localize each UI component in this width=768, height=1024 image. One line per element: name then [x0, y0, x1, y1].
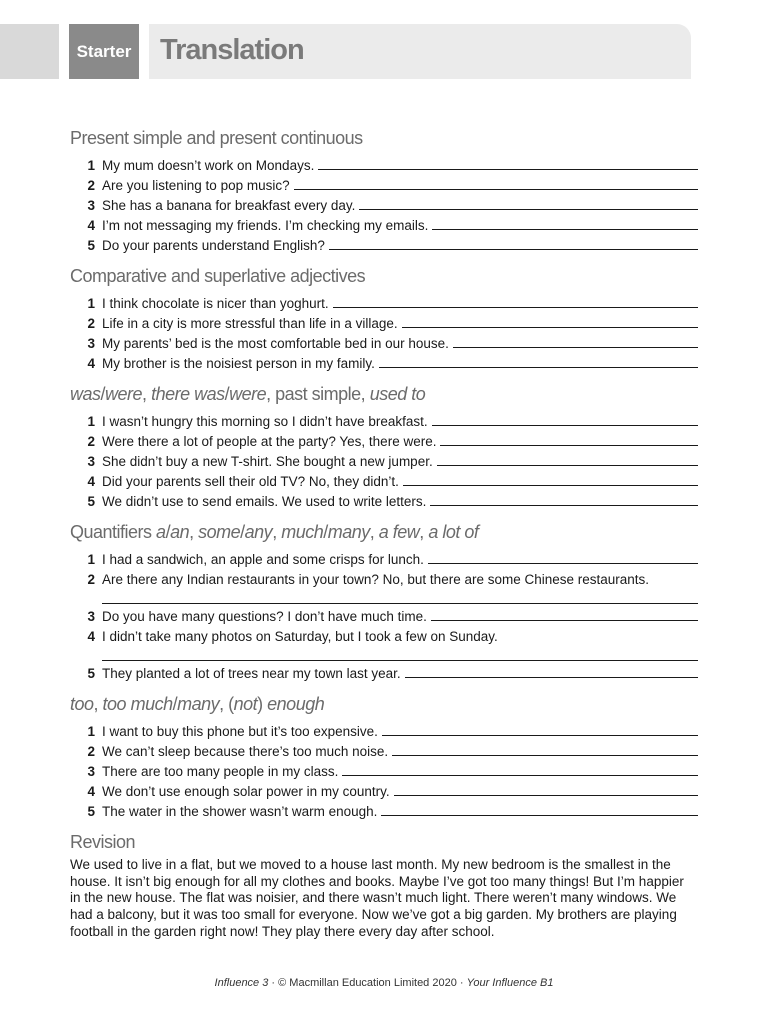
item-number: 1	[87, 724, 95, 739]
answer-line[interactable]	[394, 795, 698, 796]
exercise-item	[70, 449, 698, 469]
title-part: ,	[419, 522, 429, 542]
title-part: too	[70, 694, 94, 714]
answer-line[interactable]	[402, 327, 698, 328]
exercise-item	[70, 661, 698, 681]
answer-line[interactable]	[428, 563, 698, 564]
item-number: 3	[87, 336, 95, 351]
item-number: 5	[87, 238, 95, 253]
item-text: My brother is the noisiest person in my family.	[102, 356, 375, 371]
item-number: 2	[87, 744, 95, 759]
answer-line[interactable]	[382, 735, 698, 736]
answer-line[interactable]	[440, 445, 698, 446]
item-text: I didn’t take many photos on Saturday, but I took a few on Sunday.	[102, 629, 498, 644]
title-part: many	[327, 522, 370, 542]
item-text: My mum doesn’t work on Mondays.	[102, 158, 315, 173]
title-part: /	[100, 384, 106, 404]
answer-line[interactable]	[381, 815, 698, 816]
page-footer	[0, 977, 768, 989]
exercise-item	[70, 331, 698, 351]
title-part: much	[281, 522, 324, 542]
section-title: Comparative and superlative adjectives	[70, 266, 366, 286]
title-part: /	[172, 694, 178, 714]
item-number: 3	[87, 609, 95, 624]
exercise-item	[70, 799, 698, 819]
title-part: used to	[369, 384, 426, 404]
section-comparatives	[70, 264, 698, 371]
exercise-item	[70, 759, 698, 779]
section-title	[70, 692, 698, 716]
answer-line[interactable]	[318, 169, 698, 170]
item-number: 4	[87, 218, 95, 233]
answer-line[interactable]	[392, 755, 698, 756]
item-number: 2	[87, 316, 95, 331]
item-number: 1	[87, 414, 95, 429]
exercise-item	[70, 153, 698, 173]
exercise-item	[70, 233, 698, 253]
item-text: We don’t use enough solar power in my country.	[102, 784, 390, 799]
answer-line[interactable]	[437, 465, 698, 466]
item-number: 1	[87, 158, 95, 173]
section-present-simple	[70, 126, 698, 253]
item-text: She didn’t buy a new T-shirt. She bought a new jumper.	[102, 454, 433, 469]
item-text: They planted a lot of trees near my town last year.	[102, 666, 401, 681]
exercise-item	[70, 173, 698, 193]
answer-line[interactable]	[432, 425, 698, 426]
worksheet-content	[70, 126, 698, 952]
item-number: 3	[87, 764, 95, 779]
title-part: any	[244, 522, 273, 542]
title-part: was	[70, 384, 101, 404]
item-text: The water in the shower wasn’t warm enough.	[102, 804, 378, 819]
title-part: many	[177, 694, 220, 714]
item-number: 3	[87, 198, 95, 213]
title-part: there was	[151, 384, 225, 404]
title-part: enough	[267, 694, 325, 714]
exercise-item	[70, 311, 698, 331]
title-part: a few	[378, 522, 420, 542]
item-text: I’m not messaging my friends. I’m checking my emails.	[102, 218, 429, 233]
item-number: 3	[87, 454, 95, 469]
answer-line[interactable]	[342, 775, 698, 776]
title-part: not	[233, 694, 258, 714]
section-revision	[70, 830, 698, 941]
title-part: an	[170, 522, 190, 542]
title-part: )	[257, 694, 268, 714]
footer-copyright: · © Macmillan Education Limited 2020 ·	[268, 977, 467, 989]
exercise-item	[70, 193, 698, 213]
title-part: /	[165, 522, 171, 542]
starter-badge: Starter	[69, 24, 139, 79]
item-number: 4	[87, 629, 95, 644]
title-part: were	[229, 384, 267, 404]
item-text: We can’t sleep because there’s too much noise.	[102, 744, 389, 759]
answer-line[interactable]	[453, 347, 698, 348]
exercise-item	[70, 739, 698, 759]
item-text: She has a banana for breakfast every day.	[102, 198, 356, 213]
item-text: Were there a lot of people at the party? Yes, there were.	[102, 434, 437, 449]
exercise-item	[70, 429, 698, 449]
item-text: My parents’ bed is the most comfortable bed in our house.	[102, 336, 449, 351]
title-part: /	[240, 522, 245, 542]
answer-line[interactable]	[379, 367, 698, 368]
title-part: ,	[189, 522, 199, 542]
item-number: 4	[87, 474, 95, 489]
answer-line[interactable]	[432, 229, 698, 230]
title-part: ,	[93, 694, 103, 714]
page-title: Translation	[160, 34, 304, 66]
section-title: Present simple and present continuous	[70, 128, 363, 148]
item-text: We didn’t use to send emails. We used to write letters.	[102, 494, 427, 509]
exercise-item	[70, 567, 698, 587]
title-part: were	[105, 384, 143, 404]
section-title: Revision	[70, 832, 136, 852]
answer-line[interactable]	[333, 307, 698, 308]
exercise-item	[70, 291, 698, 311]
item-number: 2	[87, 572, 95, 587]
item-text: I want to buy this phone but it’s too expensive.	[102, 724, 378, 739]
answer-line[interactable]	[430, 505, 698, 506]
exercise-item	[70, 351, 698, 371]
exercise-item	[70, 547, 698, 567]
title-part: ,	[142, 384, 152, 404]
item-text: Are there any Indian restaurants in your town? No, but there are some Chinese restaurants.	[102, 572, 650, 587]
section-past-simple	[70, 382, 698, 509]
answer-line[interactable]	[102, 587, 698, 604]
title-part: some	[198, 522, 241, 542]
title-part: /	[323, 522, 328, 542]
title-part: , (	[219, 694, 234, 714]
header-bar	[149, 24, 691, 79]
exercise-item	[70, 489, 698, 509]
item-number: 1	[87, 296, 95, 311]
item-number: 5	[87, 804, 95, 819]
exercise-item	[70, 213, 698, 233]
item-number: 4	[87, 784, 95, 799]
exercise-item	[70, 469, 698, 489]
item-number: 5	[87, 666, 95, 681]
item-text: Life in a city is more stressful than life in a village.	[102, 316, 398, 331]
exercise-item	[70, 779, 698, 799]
item-text: There are too many people in my class.	[102, 764, 339, 779]
answer-line[interactable]	[403, 485, 698, 486]
header-side-block	[0, 24, 59, 79]
item-text: I think chocolate is nicer than yoghurt.	[102, 296, 329, 311]
item-text: Did your parents sell their old TV? No, they didn’t.	[102, 474, 399, 489]
item-number: 4	[87, 356, 95, 371]
answer-line[interactable]	[359, 209, 698, 210]
section-quantifiers	[70, 520, 698, 681]
footer-series-title: Your Influence B1	[466, 977, 554, 989]
item-number: 2	[87, 434, 95, 449]
title-part: a	[156, 522, 166, 542]
section-title	[70, 520, 698, 544]
title-part: , past simple,	[266, 384, 370, 404]
item-text: Are you listening to pop music?	[102, 178, 290, 193]
title-part: /	[224, 384, 230, 404]
footer-book-title: Influence 3	[214, 977, 269, 989]
exercise-item	[70, 719, 698, 739]
title-part: ,	[369, 522, 379, 542]
item-number: 5	[87, 494, 95, 509]
item-number: 2	[87, 178, 95, 193]
answer-line[interactable]	[329, 249, 698, 250]
title-part: Quantifiers	[70, 522, 157, 542]
item-text: Do your parents understand English?	[102, 238, 325, 253]
title-part: a lot of	[428, 522, 479, 542]
revision-paragraph: We used to live in a flat, but we moved to a house last month. My new bedroom is the smallest in the house. It isn’t big enough for all my clothes and books. Maybe I’ve got too many things! But I’m happier in the new house. The flat was noisier, and there wasn’t much light. There weren’t many windows. We had a balcony, but it was too small for everyone. Now we’ve got a big garden. My brothers are playing football in the garden right now! They play there every day after school.	[70, 857, 684, 939]
section-too-enough	[70, 692, 698, 819]
item-text: Do you have many questions? I don’t have much time.	[102, 609, 427, 624]
answer-line[interactable]	[102, 644, 698, 661]
answer-line[interactable]	[431, 620, 698, 621]
item-text: I had a sandwich, an apple and some crisps for lunch.	[102, 552, 424, 567]
answer-line[interactable]	[405, 677, 698, 678]
answer-line[interactable]	[294, 189, 698, 190]
exercise-item	[70, 624, 698, 644]
title-part: too much	[102, 694, 173, 714]
exercise-item	[70, 604, 698, 624]
exercise-item	[70, 409, 698, 429]
item-text: I wasn’t hungry this morning so I didn’t have breakfast.	[102, 414, 428, 429]
title-part: ,	[272, 522, 282, 542]
section-title	[70, 382, 698, 406]
item-number: 1	[87, 552, 95, 567]
